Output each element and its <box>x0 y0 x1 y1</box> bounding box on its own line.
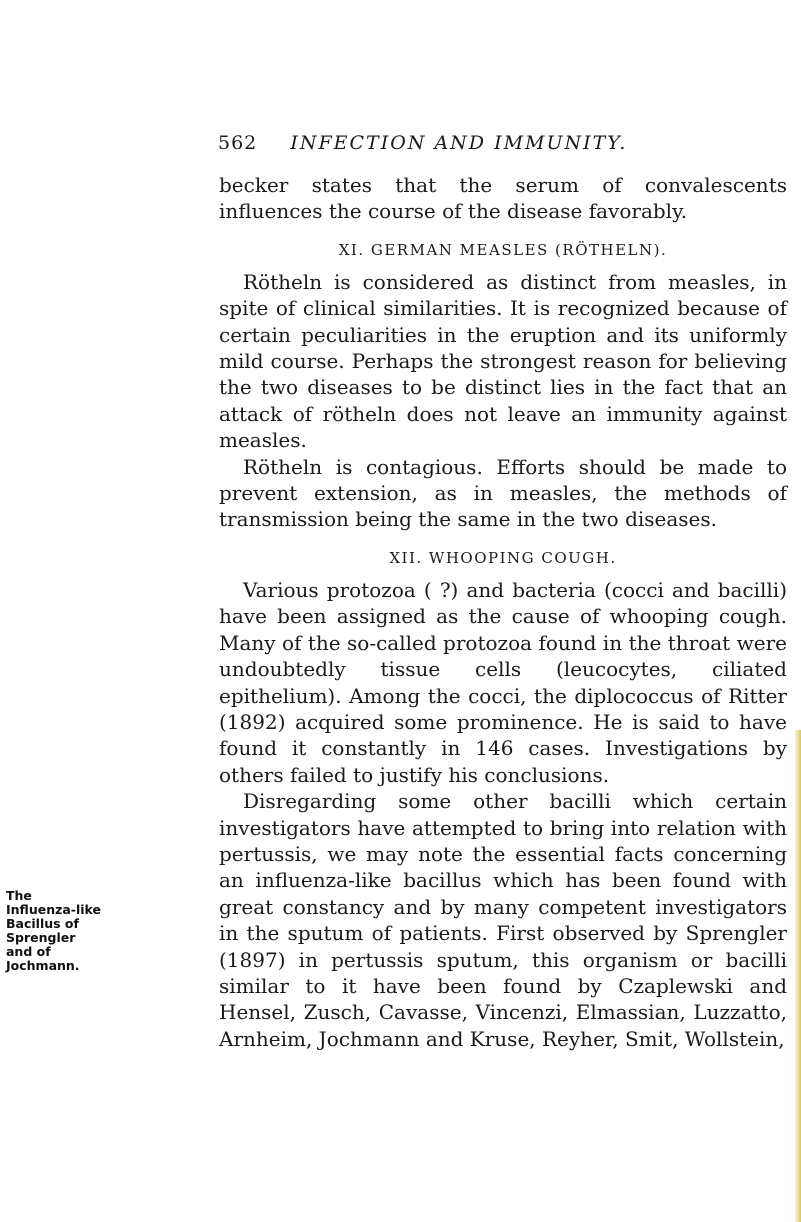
paragraph-rotheln-distinct: Rötheln is considered as distinct from measles, in spite of clinical similarities. It is recognized because of certain peculiarities in the eruption and its uniformly mild course. Perhaps the strongest reason for believing the two diseases to be distinct lies in the fact that an attack of rötheln does not leave an immunity against measles. <box>219 269 787 453</box>
paragraph-protozoa-bacteria: Various protozoa ( ?) and bacteria (cocci and bacilli) have been assigned as the cause of whooping cough. Many of the so-called protozoa found in the throat were undoubtedly tissue cells (leucocytes, ciliated epithelium). Among the cocci, the diplococcus of Ritter (1892) acquired some prominence. He is said to have found it constantly in 146 cases. Investigations by others failed to justify his conclusions. <box>219 577 787 787</box>
running-title: INFECTION AND IMMUNITY. <box>290 132 628 154</box>
section-heading-whooping-cough: XII. WHOOPING COUGH. <box>389 548 617 567</box>
paragraph-rotheln-contagious: Rötheln is contagious. Efforts should be made to prevent extension, as in measles, the methods of transmission being the same in the two diseases. <box>219 454 787 532</box>
paragraph-continuation: becker states that the serum of convalescents influences the course of the disease favorably. <box>219 173 787 224</box>
section-heading-german-measles: XI. GERMAN MEASLES (RÖTHELN). <box>338 240 668 259</box>
page-number: 562 <box>218 132 258 154</box>
margin-note: The Influenza-like Bacillus of Sprengler and of Jochmann. <box>6 888 102 973</box>
running-header <box>218 132 778 154</box>
paragraph-influenza-like-bacillus: Disregarding some other bacilli which certain investigators have attempted to bring into relation with pertussis, we may note the essential facts concerning an influenza-like bacillus which has been found with great constancy and by many competent investigators in the sputum of patients. First observed by Sprengler (1897) in pertussis sputum, this organism or bacilli similar to it have been found by Czaplewski and Hensel, Zusch, Cavasse, Vincenzi, Elmassian, Luzzatto, Arnheim, Jochmann and Kruse, Reyher, Smit, Wollstein, <box>219 789 787 1051</box>
body-text <box>219 172 787 1052</box>
page-edge <box>795 730 801 1222</box>
